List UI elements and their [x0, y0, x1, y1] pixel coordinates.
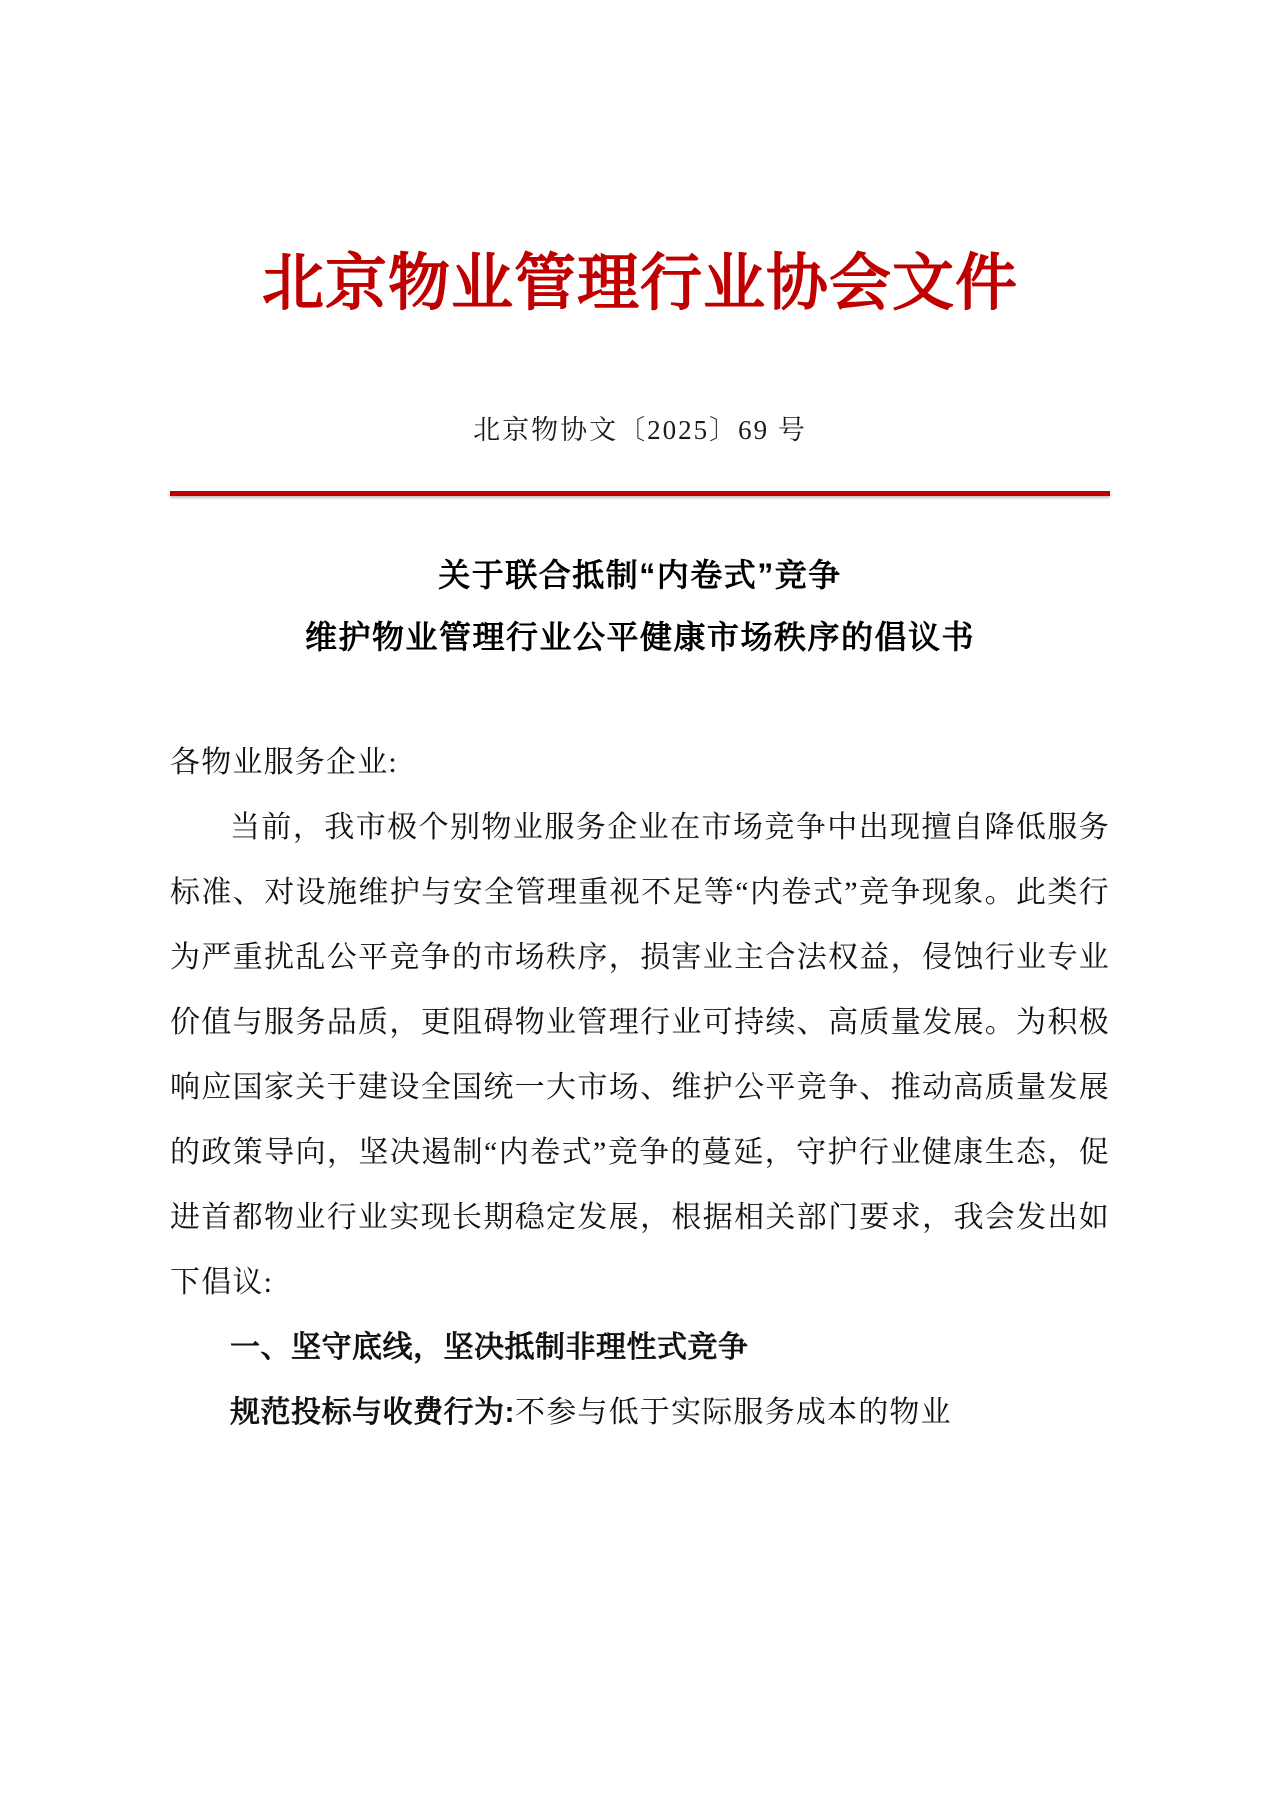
body-paragraph-1: 当前，我市极个别物业服务企业在市场竞争中出现擅自降低服务标准、对设施维护与安全管理重视不足等“内卷式”竞争现象。此类行为严重扰乱公平竞争的市场秩序，损害业主合法权益，侵蚀行业专业价值与服务品质，更阻碍物业管理行业可持续、高质量发展。为积极响应国家关于建设全国统一大市场、维护公平竞争、推动高质量发展的政策导向，坚决遏制“内卷式”竞争的蔓延，守护行业健康生态，促进首都物业行业实现长期稳定发展，根据相关部门要求，我会发出如下倡议: — [170, 811, 1110, 1300]
section-heading-1 — [170, 1315, 1110, 1380]
document-number: 北京物协文〔2025〕69 号 — [473, 414, 807, 445]
body-text — [170, 730, 1110, 1445]
main-heading-line-2: 维护物业管理行业公平健康市场秩序的倡议书 — [304, 619, 975, 656]
section-heading-1-text: 一、坚守底线，坚决抵制非理性式竞争 — [230, 1331, 749, 1365]
list-item-1-text: 不参与低于实际服务成本的物业 — [515, 1396, 952, 1430]
list-item-1 — [170, 1380, 1110, 1445]
masthead-title: 北京物业管理行业协会文件 — [261, 249, 1018, 318]
main-heading — [170, 544, 1110, 669]
list-item-1-label: 规范投标与收费行为: — [230, 1396, 515, 1430]
salutation: 各物业服务企业: — [170, 746, 398, 780]
document-content — [170, 0, 1110, 1445]
red-divider-rule — [170, 491, 1110, 496]
main-heading-line-1: 关于联合抵制“内卷式”竞争 — [438, 556, 842, 593]
